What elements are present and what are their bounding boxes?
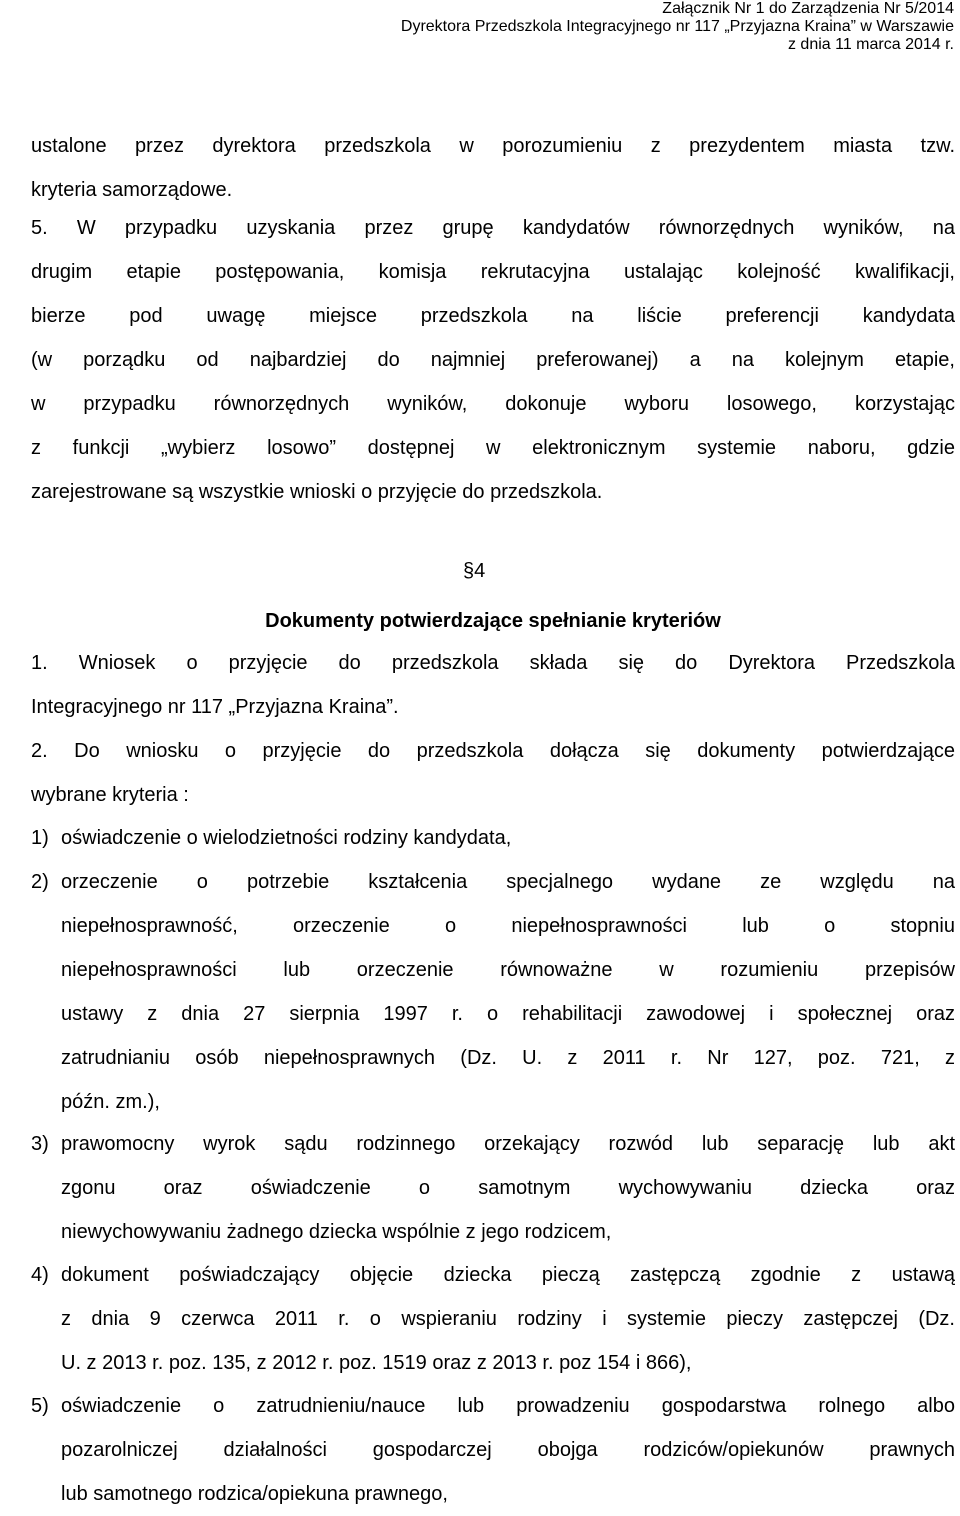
list-item-2 <box>31 860 955 1124</box>
paragraph-5-line-6: z funkcji „wybierz losowo” dostępnej w elektronicznym systemie naboru, gdzie <box>31 437 955 459</box>
list-item-5 <box>31 1384 955 1516</box>
section-title: Dokumenty potwierdzające spełnianie kryteriów <box>265 610 721 632</box>
paragraph-5-line-5: w przypadku równorzędnych wyników, dokonuje wyboru losowego, korzystając <box>31 393 955 415</box>
item-2-number: 2) <box>31 871 49 893</box>
section-point-2 <box>31 729 955 817</box>
list-item-4 <box>31 1253 955 1385</box>
item-2-line-6: późn. zm.), <box>61 1091 160 1113</box>
item-1-line-1 <box>31 816 955 860</box>
item-5-text-1: oświadczenie o zatrudnieniu/nauce lub prowadzeniu gospodarstwa rolnego albo <box>61 1395 955 1417</box>
intro-line-2: kryteria samorządowe. <box>31 179 233 201</box>
section-point-1 <box>31 641 955 729</box>
item-5-number: 5) <box>31 1395 49 1417</box>
paragraph-5 <box>31 206 955 514</box>
header-date-line: z dnia 11 marca 2014 r. <box>787 36 954 53</box>
list-item-3 <box>31 1122 955 1254</box>
item-2-line-1 <box>31 860 955 904</box>
item-5-line-2: pozarolniczej działalności gospodarczej obojga rodziców/opiekunów prawnych <box>61 1439 955 1461</box>
item-4-line-1 <box>31 1253 955 1297</box>
paragraph-5-line-3: bierze pod uwagę miejsce przedszkola na liście preferencji kandydata <box>31 305 955 327</box>
paragraph-5-line-4: (w porządku od najbardziej do najmniej preferowanej) a na kolejnym etapie, <box>31 349 955 371</box>
paragraph-5-line-7: zarejestrowane są wszystkie wnioski o przyjęcie do przedszkola. <box>31 481 603 503</box>
paragraph-5-text-1: W przypadku uzyskania przez grupę kandydatów równorzędnych wyników, na <box>76 217 955 239</box>
document-header <box>401 0 954 54</box>
item-3-line-1 <box>31 1122 955 1166</box>
item-2-line-3: niepełnosprawności lub orzeczenie równoważne w rozumieniu przepisów <box>61 959 955 981</box>
section-sign: §4 <box>463 560 486 582</box>
item-4-line-3: U. z 2013 r. poz. 135, z 2012 r. poz. 1519 oraz z 2013 r. poz 154 i 866), <box>61 1352 692 1374</box>
item-2-line-2: niepełnosprawność, orzeczenie o niepełnosprawności lub o stopniu <box>61 915 955 937</box>
paragraph-5-line-1 <box>31 206 955 250</box>
item-4-line-2: z dnia 9 czerwca 2011 r. o wspieraniu rodziny i systemie pieczy zastępczej (Dz. <box>61 1308 955 1330</box>
item-5-line-3: lub samotnego rodzica/opiekuna prawnego, <box>61 1483 448 1505</box>
point-1-line-1: 1. Wniosek o przyjęcie do przedszkola składa się do Dyrektora Przedszkola <box>31 652 955 674</box>
item-3-line-2: zgonu oraz oświadczenie o samotnym wychowywaniu dziecka oraz <box>61 1177 955 1199</box>
item-4-number: 4) <box>31 1264 49 1286</box>
item-3-line-3: niewychowywaniu żadnego dziecka wspólnie z jego rodzicem, <box>61 1221 612 1243</box>
item-1-text: oświadczenie o wielodzietności rodziny kandydata, <box>61 827 512 849</box>
header-attachment-line: Załącznik Nr 1 do Zarządzenia Nr 5/2014 <box>662 0 954 17</box>
intro-paragraph <box>31 124 955 212</box>
item-2-text-1: orzeczenie o potrzebie kształcenia specjalnego wydane ze względu na <box>61 871 955 893</box>
point-1-line-2: Integracyjnego nr 117 „Przyjazna Kraina”. <box>31 696 399 718</box>
item-3-text-1: prawomocny wyrok sądu rodzinnego orzekający rozwód lub separację lub akt <box>61 1133 955 1155</box>
item-2-line-5: zatrudnianiu osób niepełnosprawnych (Dz. U. z 2011 r. Nr 127, poz. 721, z <box>61 1047 955 1069</box>
point-2-line-1: 2. Do wniosku o przyjęcie do przedszkola dołącza się dokumenty potwierdzające <box>31 740 955 762</box>
item-2-line-4: ustawy z dnia 27 sierpnia 1997 r. o rehabilitacji zawodowej i społecznej oraz <box>61 1003 955 1025</box>
paragraph-5-line-2: drugim etapie postępowania, komisja rekrutacyjna ustalając kolejność kwalifikacji, <box>31 261 955 283</box>
paragraph-5-number: 5. <box>31 217 48 239</box>
item-1-number: 1) <box>31 827 49 849</box>
intro-line-1: ustalone przez dyrektora przedszkola w porozumieniu z prezydentem miasta tzw. <box>31 135 955 157</box>
item-3-number: 3) <box>31 1133 49 1155</box>
item-5-line-1 <box>31 1384 955 1428</box>
list-item-1 <box>31 816 955 860</box>
item-4-text-1: dokument poświadczający objęcie dziecka pieczą zastępczą zgodnie z ustawą <box>61 1264 955 1286</box>
header-director-line: Dyrektora Przedszkola Integracyjnego nr 117 „Przyjazna Kraina” w Warszawie <box>400 18 954 35</box>
point-2-line-2: wybrane kryteria : <box>31 784 189 806</box>
